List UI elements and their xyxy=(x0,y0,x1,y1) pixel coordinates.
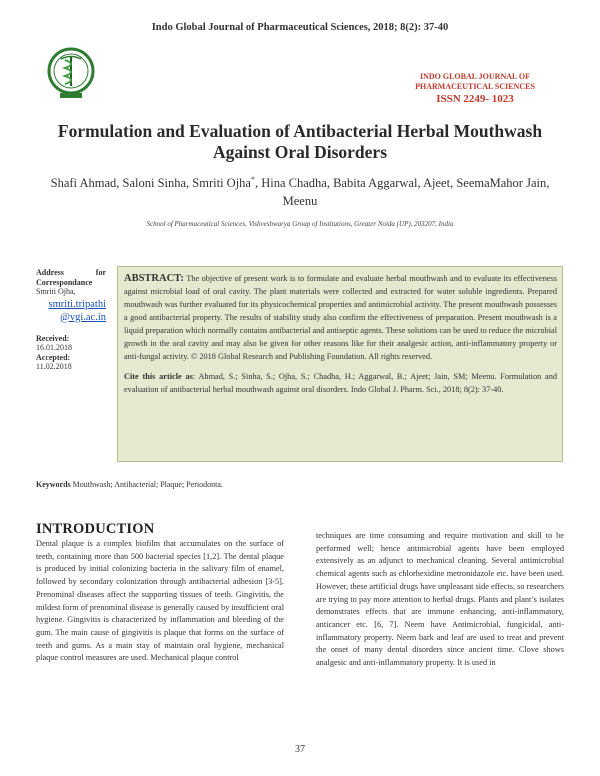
abstract-box xyxy=(117,266,563,462)
cite-text: : Ahmad, S.; Sinha, S.; Ojha, S.; Chadha, H.; Aggarwal, B.; Ajeet; Jain, SM; Meenu. Formulation and evaluation of antibacterial herbal mouthwash against oral disorders. Indo Global J. Pharm. Sci., 2018; 8(2): 37-40. xyxy=(124,372,557,394)
keywords-label: Keywords xyxy=(36,480,71,489)
intro-right-column: techniques are time consuming and require motivation and skill to be performed well; hence antimicrobial agents have been employed extensively as an adjunct to mechanical cleaning. Several antimicrobial chemical agents such as chlorhexidine metronidazole etc. have been used. However, these artificial drugs have unpleasant side effects, so researchers are trying to pay more attention to herbal drugs. Plants and plant’s isolates demonstrates effects that are immune enhancing, anti-inflammatory, anticancer etc. [6, 7]. Neem have Antimicrobial, fungicidal, anti-inflammatory property. Neem bark and leaf are used to treat and prevent the onset of many dental disorders since ancient time. Clove shows analgesic and anti-inflammatory property. It is used in xyxy=(316,531,564,668)
title-line-1: Formulation and Evaluation of Antibacterial Herbal Mouthwash xyxy=(57,121,543,141)
issn: ISSN 2249- 1023 xyxy=(436,93,514,105)
received-date: 16.01.2018 xyxy=(36,343,72,352)
journal-header: Indo Global Journal of Pharmaceutical Sciences, 2018; 8(2): 37-40 xyxy=(151,22,449,33)
correspondent-name: Smriti Ojha, xyxy=(36,287,76,296)
authors-part-a: Shafi Ahmad, Saloni Sinha, Smriti Ojha xyxy=(50,176,251,191)
corresponding-mark: * xyxy=(250,175,255,184)
email-link[interactable] xyxy=(36,298,106,324)
affiliation: School of Pharmaceutical Sciences, Vishveshwarya Group of Institutions, Greater Noida (UP), 203207, India xyxy=(146,220,454,228)
correspondence-sidebar xyxy=(36,268,106,372)
email-part-2[interactable]: @vgi.ac.in xyxy=(60,311,106,323)
abstract-text: The objective of present work is to formulate and evaluate herbal mouthwash and to evaluate its effectiveness against microbial load of oral cavity. The plant materials were collected and extracted for water soluble ingredients. Prepared mouthwash was further evaluated for its physicochemical properties and antimicrobial activity. The present mouthwash possesses a good antibacterial property. The results of stability study also confirm the effectiveness of preparation. Present mouthwash is a liquid preparation which normally contains antibacterial and antiseptic agents. These solutions can be used to reduce the microbial growth in the oral cavity and may also be given for other reasons like for their analgesic action, anti-inflammatory property or anti-fungal activity. © 2018 Global Research and Publishing Foundation. All rights reserved. xyxy=(124,274,557,361)
journal-brand xyxy=(395,72,555,105)
email-part-1[interactable]: smriti.tripathi xyxy=(48,298,106,310)
authors-part-b: , Hina Chadha, Babita Aggarwal, Ajeet, SeemaMahor Jain, xyxy=(254,176,550,191)
authors-line-1 xyxy=(40,171,560,192)
address-row xyxy=(36,268,106,278)
address-label: Address xyxy=(36,268,64,277)
authors-line-2: Meenu xyxy=(282,194,318,209)
keywords xyxy=(36,480,223,489)
accepted-label: Accepted: xyxy=(36,352,71,362)
authors xyxy=(40,171,560,210)
abstract-paragraph xyxy=(124,272,557,363)
received-label: Received: xyxy=(36,333,70,343)
brand-line-2: PHARMACEUTICAL SCIENCES xyxy=(415,82,535,91)
correspondance-label: Correspondance xyxy=(36,277,93,287)
for-label: for xyxy=(95,268,106,277)
brand-line-1: INDO GLOBAL JOURNAL OF xyxy=(419,72,530,81)
paper-title xyxy=(40,121,560,163)
cite-label: Cite this article as xyxy=(124,372,193,381)
abstract-heading: ABSTRACT: xyxy=(124,273,184,284)
page-number: 37 xyxy=(295,744,305,755)
accepted-date: 11.02.2018 xyxy=(36,362,72,371)
intro-left-column: Dental plaque is a complex biofilm that accumulates on the surface of teeth, containing more than 500 bacterial species [1,2]. The dental plaque is produced by initial colonizing bacteria in the salivary film of enamel, followed by secondary colonization through antibacterial adhesion [3-5]. Prenominal diseases affect the supporting tissues of teeth. Gingivitis, the mildest form of prenominal disease is generally caused by insufficient oral hygiene. Gingivitis is characterized by inflammation and bleeding of the gum. The main cause of gingivitis is plaque that forms on the surface of teeth and gums. As a main stay of maintain oral hygiene, mechanical plaque control measures are used. Mechanical plaque control xyxy=(36,539,284,663)
introduction-heading: INTRODUCTION xyxy=(36,521,155,537)
journal-logo-icon xyxy=(46,46,96,100)
title-line-2: Against Oral Disorders xyxy=(212,142,388,162)
citation-paragraph xyxy=(124,370,557,396)
keywords-text: Mouthwash; Antibacterial; Plaque; Periodonta. xyxy=(70,480,223,489)
